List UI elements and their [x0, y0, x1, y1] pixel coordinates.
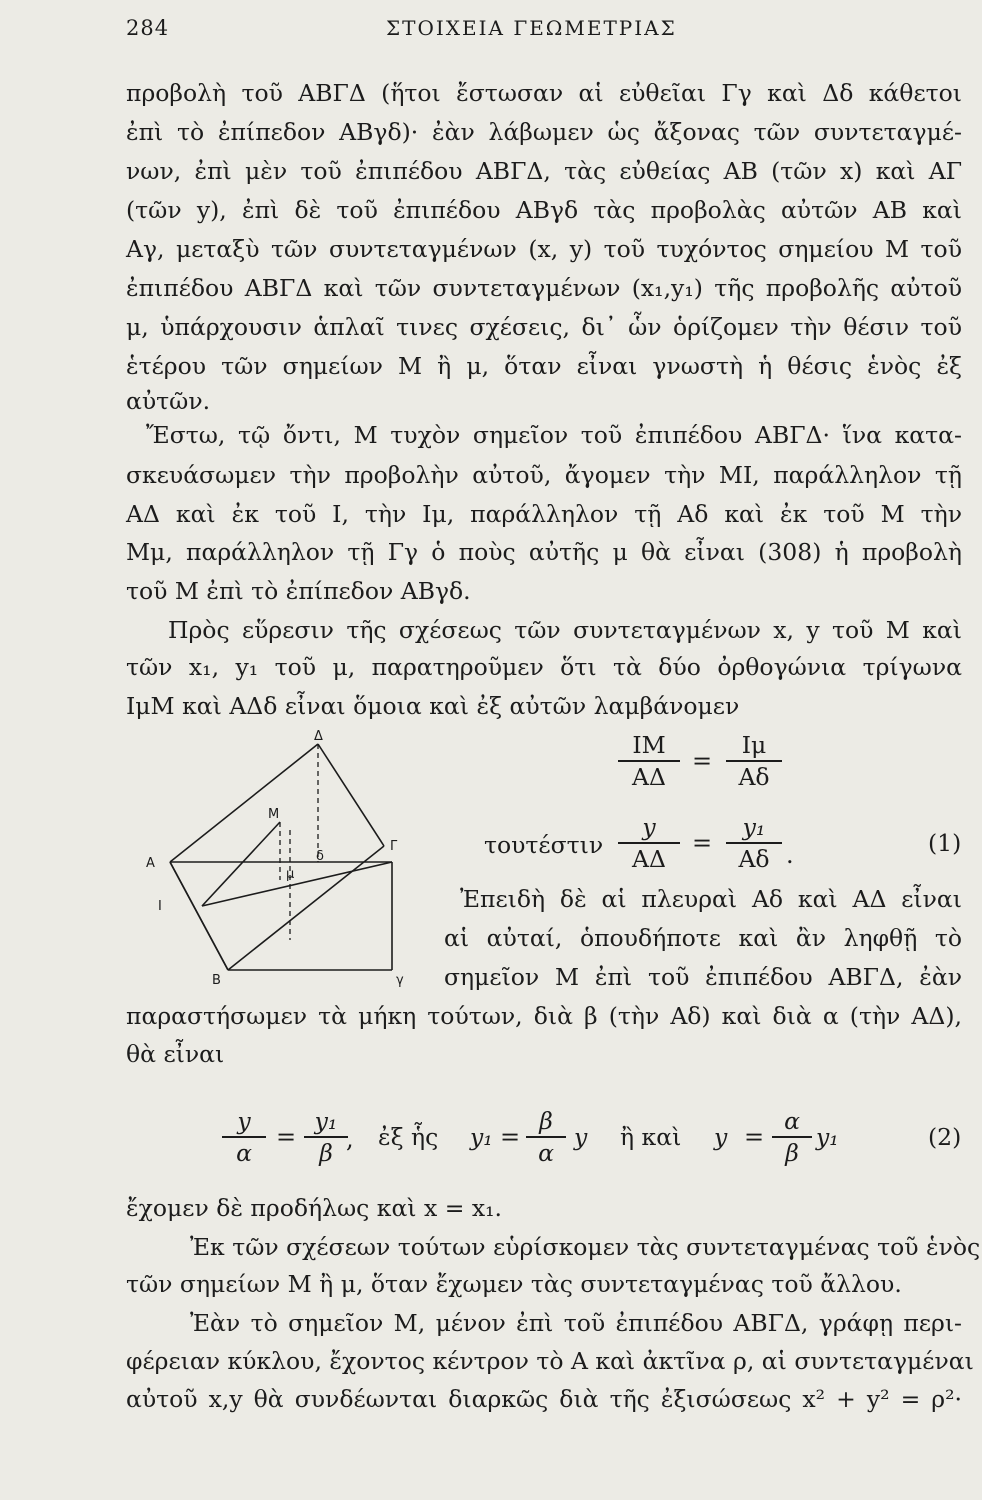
equation-label: (2) — [928, 1123, 962, 1151]
var-y1: y₁ — [470, 1123, 493, 1151]
text-line: παραστήσωμεν τὰ μήκη τούτων, διὰ β (τὴν Αδ) καὶ διὰ α (τὴν ΑΔ), — [126, 1002, 962, 1030]
figure-label-gamma-small: γ — [396, 973, 404, 988]
equation-connector: ἐξ ἧς — [378, 1123, 439, 1151]
text-line: ἔχομεν δὲ προδήλως καὶ x = x₁. — [126, 1194, 503, 1222]
text-line: ἑτέρου τῶν σημείων Μ ἢ μ, ὅταν εἶναι γνωστὴ ἡ θέσις ἑνὸς ἐξ — [126, 352, 962, 380]
figure-label-b: Β — [212, 973, 221, 988]
fraction-y-ad: $\frac{y}{A\Delta}$ — [618, 812, 680, 874]
text-line: αἱ αὐταί, ὁπουδήποτε καὶ ἂν ληφθῇ τὸ — [444, 924, 962, 952]
running-header — [126, 16, 966, 46]
text-line: Ἐκ τῶν σχέσεων τούτων εὑρίσκομεν τὰς συντεταγμένας τοῦ ἑνὸς — [190, 1233, 981, 1261]
text-line: τῶν σημείων Μ ἢ μ, ὅταν ἔχωμεν τὰς συντεταγμένας τοῦ ἄλλου. — [126, 1270, 902, 1298]
figure-label-delta-cap: Δ — [314, 730, 323, 744]
figure-label-m: Μ — [268, 807, 280, 822]
period: . — [786, 841, 794, 869]
fraction-y-alpha: $\frac{y}{\alpha}$ — [222, 1106, 266, 1168]
var-y1: y₁ — [816, 1123, 839, 1151]
figure-label-gamma-cap: Γ — [390, 839, 398, 854]
text-line: Ἐὰν τὸ σημεῖον Μ, μένον ἐπὶ τοῦ ἐπιπέδου ΑΒΓΔ, γράφῃ περι- — [190, 1309, 962, 1337]
fraction-alpha-beta: $\frac{\alpha}{\beta}$ — [772, 1106, 812, 1168]
fraction-imu-adelta: $\frac{I\mu}{A\delta}$ — [726, 730, 782, 792]
page-number: 284 — [126, 16, 170, 40]
text-line: ΑΔ καὶ ἐκ τοῦ Ι, τὴν Ιμ, παράλληλον τῇ Αδ καὶ ἐκ τοῦ Μ τὴν — [126, 500, 962, 528]
figure-label-a: Α — [146, 856, 155, 871]
equation-connector-or: ἢ καὶ — [620, 1123, 682, 1151]
text-line: προβολὴ τοῦ ΑΒΓΔ (ἥτοι ἔστωσαν αἱ εὐθεῖαι Γγ καὶ Δδ κάθετοι — [126, 79, 962, 107]
fraction-y1-adelta: $\frac{\text{y₁}}{A\delta}$ — [726, 812, 782, 874]
text-line: (τῶν y), ἐπὶ δὲ τοῦ ἐπιπέδου ΑΒγδ τὰς προβολὰς αὐτῶν ΑΒ καὶ — [126, 196, 962, 224]
text-line: σημεῖον Μ ἐπὶ τοῦ ἐπιπέδου ΑΒΓΔ, ἐὰν — [444, 963, 962, 991]
comma: , — [346, 1125, 354, 1153]
text-line: ἐπιπέδου ΑΒΓΔ καὶ τῶν συντεταγμένων (x₁,y₁) τῆς προβολῆς αὐτοῦ — [126, 274, 962, 302]
fraction-beta-alpha: $\frac{\beta}{\alpha}$ — [526, 1106, 566, 1168]
fraction-y1-beta: $\frac{\text{y₁}}{\beta}$ — [304, 1106, 348, 1168]
text-line: αὐτοῦ x,y θὰ συνδέωνται διαρκῶς διὰ τῆς ἐξισώσεως x² + y² = ρ²· — [126, 1385, 962, 1413]
text-line: Ἔστω, τῷ ὄντι, Μ τυχὸν σημεῖον τοῦ ἐπιπέδου ΑΒΓΔ· ἵνα κατα- — [146, 421, 962, 449]
figure-line-i-delta — [202, 862, 392, 906]
figure-edge-dg — [318, 744, 384, 846]
equals-sign: = — [692, 829, 713, 857]
equals-sign: = — [500, 1123, 521, 1151]
text-line: Αγ, μεταξὺ τῶν συντεταγμένων (x, y) τοῦ τυχόντος σημείου Μ τοῦ — [126, 235, 962, 263]
var-y: y — [714, 1123, 728, 1151]
text-line: μ, ὑπάρχουσιν ἁπλαῖ τινες σχέσεις, δι᾽ ὧν ὁρίζομεν τὴν θέσιν τοῦ — [126, 313, 962, 341]
equation-prefix: τουτέστιν — [484, 831, 604, 859]
equals-sign: = — [692, 747, 713, 775]
figure-label-mu: μ — [286, 867, 295, 882]
running-title: ΣΤΟΙΧΕΙΑ ΓΕΩΜΕΤΡΙΑΣ — [386, 16, 677, 40]
text-line: αὐτῶν. — [126, 387, 211, 415]
text-line: νων, ἐπὶ μὲν τοῦ ἐπιπέδου ΑΒΓΔ, τὰς εὐθείας ΑΒ (τῶν x) καὶ ΑΓ — [126, 157, 962, 185]
fraction-im-ad: $\frac{IM}{A\Delta}$ — [618, 730, 680, 792]
text-line: Πρὸς εὕρεσιν τῆς σχέσεως τῶν συντεταγμένων x, y τοῦ Μ καὶ — [168, 616, 962, 644]
figure-edge-ab-lower — [170, 862, 228, 970]
var-y: y — [574, 1123, 588, 1151]
text-line: τῶν x₁, y₁ τοῦ μ, παρατηροῦμεν ὅτι τὰ δύο ὀρθογώνια τρίγωνα — [126, 653, 962, 681]
text-line: ΙμΜ καὶ ΑΔδ εἶναι ὅμοια καὶ ἐξ αὐτῶν λαμβάνομεν — [126, 692, 740, 720]
text-line: ἐπὶ τὸ ἐπίπεδον ΑΒγδ)· ἐὰν λάβωμεν ὡς ἄξονας τῶν συντεταγμέ- — [126, 118, 962, 146]
equals-sign: = — [744, 1123, 765, 1151]
projection-figure — [130, 730, 410, 1000]
text-line: θὰ εἶναι — [126, 1040, 225, 1068]
equals-sign: = — [276, 1123, 297, 1151]
figure-line-mi — [202, 822, 280, 906]
text-line: σκευάσωμεν τὴν προβολὴν αὐτοῦ, ἄγομεν τὴν ΜΙ, παράλληλον τῇ — [126, 461, 962, 489]
text-line: φέρειαν κύκλου, ἔχοντος κέντρον τὸ Α καὶ ἀκτῖνα ρ, αἱ συντεταγμέναι — [126, 1347, 974, 1375]
equation-label: (1) — [928, 829, 962, 857]
figure-edge-gb — [228, 846, 384, 970]
figure-edge-ad — [170, 744, 318, 862]
text-line: τοῦ Μ ἐπὶ τὸ ἐπίπεδον ΑΒγδ. — [126, 577, 471, 605]
text-line: Ἐπειδὴ δὲ αἱ πλευραὶ Αδ καὶ ΑΔ εἶναι — [460, 885, 962, 913]
text-line: Μμ, παράλληλον τῇ Γγ ὁ ποὺς αὐτῆς μ θὰ εἶναι (308) ἡ προβολὴ — [126, 538, 962, 566]
figure-label-delta-small: δ — [316, 849, 324, 864]
figure-label-i: Ι — [158, 899, 162, 914]
